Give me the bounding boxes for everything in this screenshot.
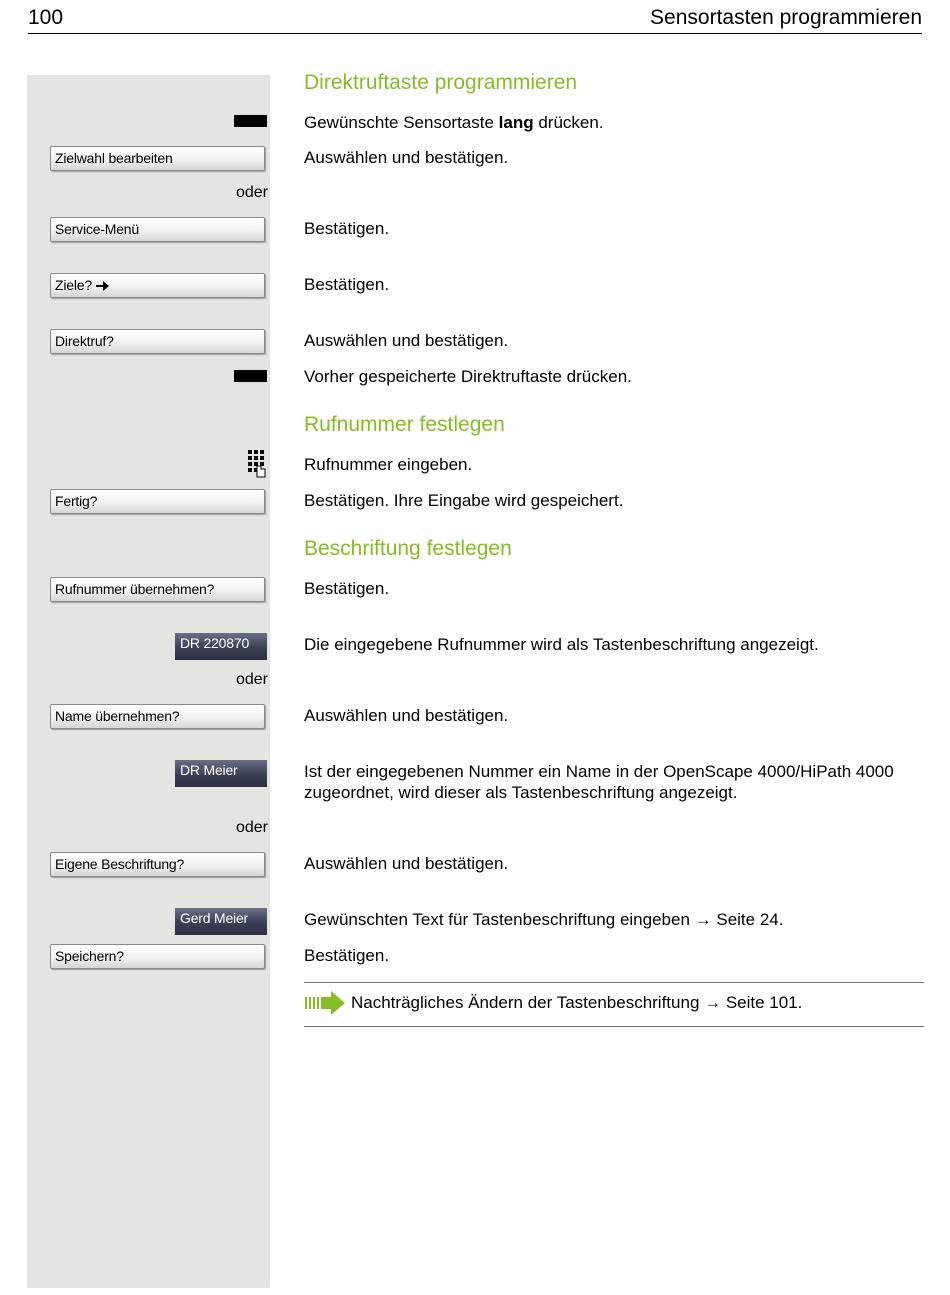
- instruction-7: Rufnummer eingeben.: [304, 455, 473, 474]
- note-rule-top: [304, 982, 924, 983]
- instruction-5: Auswählen und bestätigen.: [304, 331, 509, 350]
- oder-label: oder: [235, 671, 268, 688]
- note-arrow-icon: [304, 990, 346, 1016]
- page-number: 100: [28, 6, 64, 29]
- instruction-13: Auswählen und bestätigen.: [304, 854, 509, 873]
- display-custom: Gerd Meier: [175, 908, 267, 935]
- oder-label: oder: [235, 819, 268, 836]
- section-heading-rufnummer: Rufnummer festlegen: [304, 413, 505, 436]
- display-name: DR Meier: [175, 760, 267, 787]
- note-text: Nachträgliches Ändern der Tastenbeschriftung → Seite 101.: [351, 993, 803, 1012]
- ziele-button[interactable]: [50, 273, 265, 298]
- rufnummer-uebernehmen-button[interactable]: Rufnummer übernehmen?: [50, 577, 265, 602]
- instruction-14: Gewünschten Text für Tastenbeschriftung eingeben → Seite 24.: [304, 910, 784, 929]
- instruction-11: Auswählen und bestätigen.: [304, 706, 509, 725]
- instruction-6: Vorher gespeicherte Direktruftaste drücken.: [304, 367, 632, 386]
- service-menu-button[interactable]: Service-Menü: [50, 217, 265, 242]
- zielwahl-bearbeiten-button[interactable]: Zielwahl bearbeiten: [50, 146, 265, 171]
- note-rule-bottom: [304, 1026, 924, 1027]
- name-uebernehmen-button[interactable]: Name übernehmen?: [50, 704, 265, 729]
- instruction-4: Bestätigen.: [304, 275, 390, 294]
- instruction-9: Bestätigen.: [304, 579, 390, 598]
- oder-label: oder: [235, 184, 268, 201]
- sensor-key-icon: [234, 115, 267, 127]
- keypad-icon: [248, 450, 268, 478]
- header-rule: [28, 33, 922, 34]
- section-heading-direktruf: Direktruftaste programmieren: [304, 71, 578, 94]
- speichern-button[interactable]: Speichern?: [50, 944, 265, 969]
- eigene-beschriftung-button[interactable]: Eigene Beschriftung?: [50, 852, 265, 877]
- instruction-1: Gewünschte Sensortaste lang drücken.: [304, 113, 604, 132]
- page-title: Sensortasten programmieren: [650, 6, 922, 29]
- instruction-10: Die eingegebene Rufnummer wird als Tastenbeschriftung angezeigt.: [304, 635, 819, 654]
- sidebar-panel: [27, 75, 270, 1288]
- instruction-12: Ist der eingegebenen Nummer ein Name in der OpenScape 4000/HiPath 4000 zugeordnet, wird dieser als Tastenbeschriftung angezeigt.: [304, 762, 894, 802]
- ziele-label: Ziele?: [55, 277, 92, 293]
- instruction-15: Bestätigen.: [304, 946, 390, 965]
- display-number: DR 220870: [175, 633, 267, 660]
- right-arrow-icon: [96, 281, 109, 291]
- direktruf-button[interactable]: Direktruf?: [50, 329, 265, 354]
- fertig-button[interactable]: Fertig?: [50, 489, 265, 514]
- instruction-2: Auswählen und bestätigen.: [304, 148, 509, 167]
- sensor-key-icon: [234, 370, 267, 382]
- instruction-3: Bestätigen.: [304, 219, 390, 238]
- instruction-8: Bestätigen. Ihre Eingabe wird gespeichert.: [304, 491, 624, 510]
- section-heading-beschriftung: Beschriftung festlegen: [304, 537, 512, 560]
